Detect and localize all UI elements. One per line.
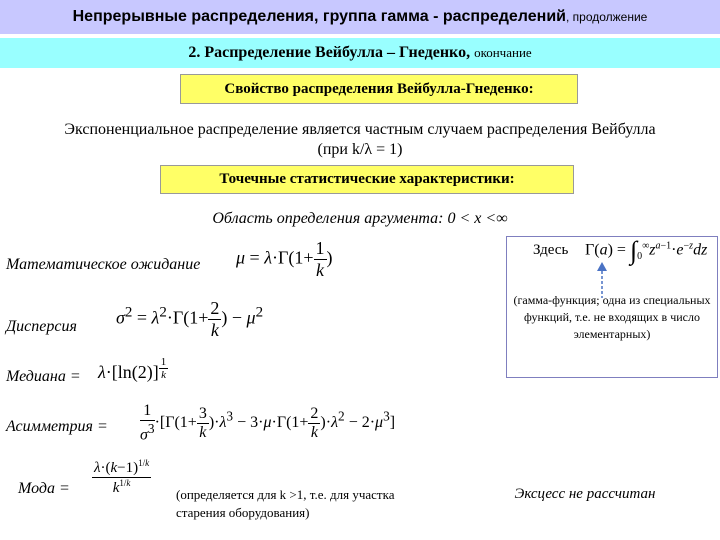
mode-note: (определяется для k >1, т.е. для участка старения оборудования)	[176, 487, 395, 520]
skewness-label: Асимметрия =	[6, 418, 108, 435]
point-characteristics-box: Точечные статистические характеристики:	[160, 165, 574, 194]
skewness-formula: $\frac{1}{\sigma^3}$ ·[Γ(1+ $\frac{3}{k}$ )$\cdot\lambda^3 - 3\cdot\mu\cdot\Gamma(1+$ $\frac{2}{k}$ )$\cdot\lambda^2 - 2\cdot\mu^3$]	[140, 402, 396, 444]
variance-formula: $\sigma^2 = \lambda^2\cdot\Gamma(1+$ $\frac{2}{k}$ ) − $\mu^2$	[116, 298, 264, 340]
gamma-function-formula: $\Gamma(a) = \int_0^\infty z^{a-1}\cdot e^{-z}dz$	[585, 236, 708, 265]
title-text: Непрерывные распределения, группа гамма - распределений	[72, 8, 566, 25]
here-label: Здесь	[533, 242, 569, 258]
subtitle-text: 2. Распределение Вейбулла – Гнеденко,	[188, 44, 471, 61]
expectation-label: Математическое ожидание	[6, 256, 201, 273]
median-label: Медиана =	[6, 368, 81, 385]
title-suffix: , продолжение	[565, 10, 648, 24]
skewness-frac-3: $\frac{3}{k}$	[198, 404, 207, 441]
property-box: Свойство распределения Вейбулла-Гнеденко:	[180, 74, 578, 104]
expectation-formula: μ = λ·Γ(1+ $\frac{1}{k}$ )	[236, 238, 333, 280]
excess-note: Эксцесс не рассчитан	[514, 486, 656, 502]
exponential-note	[0, 120, 720, 160]
variance-fraction: $\frac{2}{k}$	[210, 298, 220, 340]
mode-fraction: $\frac{\lambda\cdot(k-1)^{1/k}}{k^{1/k}}$	[94, 458, 150, 496]
exponential-note-line1: Экспоненциальное распределение является частным случаем распределения Вейбулла	[64, 121, 656, 138]
mode-formula	[92, 458, 151, 497]
slide-subtitle	[0, 38, 720, 68]
expectation-fraction: $\frac{1}{k}$	[315, 238, 325, 280]
skewness-frac-2: $\frac{2}{k}$	[310, 404, 319, 441]
median-exponent: 1 k	[160, 356, 167, 381]
skewness-leading-fraction: $\frac{1}{\sigma^3}$	[140, 402, 155, 444]
slide-title	[0, 0, 720, 34]
mode-label: Мода =	[18, 480, 70, 497]
domain-text: Область определения аргумента: 0 < x <∞	[212, 210, 508, 227]
subtitle-suffix: окончание	[474, 45, 532, 60]
exponential-note-line2: (при k/λ = 1)	[317, 141, 403, 158]
gamma-function-note: (гамма-функция; одна из специальных функций, т.е. не входящих в число элементарных)	[513, 293, 711, 341]
variance-label: Дисперсия	[6, 318, 77, 335]
median-formula: λ·[ln(2)] $^{\frac{1}{k}}$	[98, 356, 167, 383]
